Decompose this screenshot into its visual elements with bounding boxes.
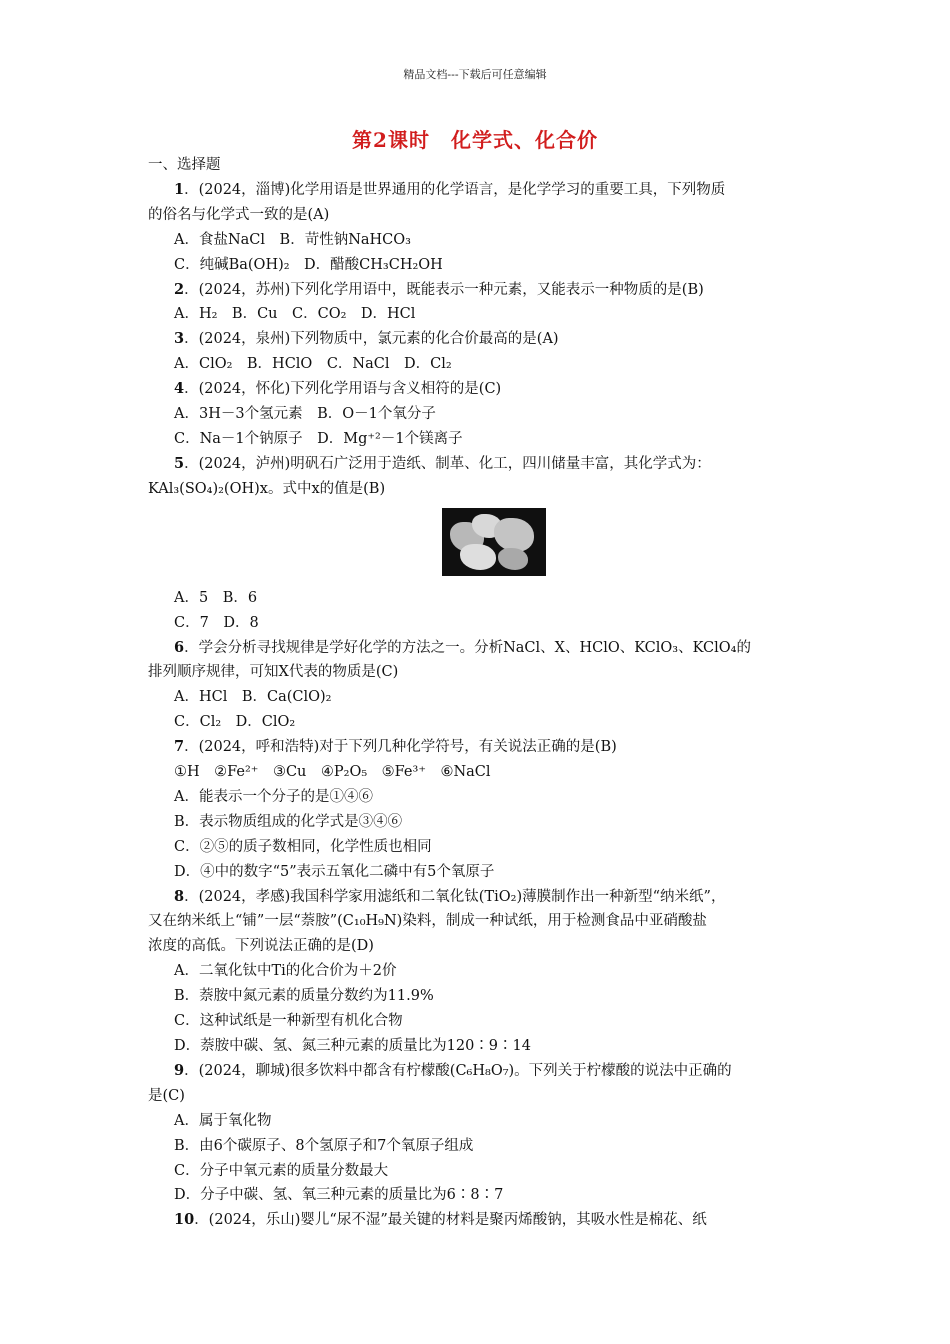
question-number: 1 bbox=[174, 180, 185, 198]
question-stem: ．(2024，泉州)下列物质中，氯元素的化合价最高的是(A) bbox=[184, 331, 559, 348]
option-a: A．二氧化钛中Ti的化合价为＋2价 bbox=[174, 963, 397, 980]
question-stem: ．(2024，淄博)化学用语是世界通用的化学语言，是化学学习的重要工具，下列物质 bbox=[184, 181, 726, 198]
question-3 bbox=[148, 327, 810, 377]
option-line: C．Na－1个钠原子 D．Mg⁺²－1个镁离子 bbox=[174, 430, 463, 447]
option-d: D．分子中碳、氢、氧三种元素的质量比为6∶8∶7 bbox=[174, 1187, 504, 1204]
option-d: D．萘胺中碳、氢、氮三种元素的质量比为120∶9∶14 bbox=[174, 1038, 531, 1054]
option-c: C．②⑤的质子数相同，化学性质也相同 bbox=[174, 838, 432, 855]
option-d: D．④中的数字“5”表示五氧化二磷中有5个氧原子 bbox=[174, 863, 495, 880]
question-stem-cont: 是(C) bbox=[148, 1087, 185, 1104]
question-stem-cont: 浓度的高低。下列说法正确的是(D) bbox=[148, 938, 374, 955]
question-stem-cont: 的俗名与化学式一致的是(A) bbox=[148, 206, 330, 223]
question-5 bbox=[148, 452, 810, 636]
question-stem: ．学会分析寻找规律是学好化学的方法之一。分析NaCl、X、HClO、KClO₃、KClO₄的 bbox=[184, 639, 751, 656]
page-header: 精品文档---下载后可任意编辑 bbox=[403, 68, 547, 81]
question-number: 4 bbox=[174, 380, 185, 398]
question-number: 6 bbox=[174, 638, 185, 656]
question-number: 8 bbox=[174, 887, 185, 905]
question-6 bbox=[148, 636, 810, 736]
option-b: B．由6个碳原子、8个氢原子和7个氧原子组成 bbox=[174, 1137, 474, 1154]
question-9 bbox=[148, 1059, 810, 1208]
question-number: 9 bbox=[174, 1061, 185, 1079]
question-stem: ．(2024，乐山)婴儿“尿不湿”最关键的材料是聚丙烯酸钠，其吸水性是棉花、纸 bbox=[194, 1212, 707, 1229]
option-c: C．分子中氧元素的质量分数最大 bbox=[174, 1162, 389, 1179]
question-stem: ．(2024，呼和浩特)对于下列几种化学符号，有关说法正确的是(B) bbox=[184, 739, 617, 756]
symbol-list: ①H ②Fe²⁺ ③Cu ④P₂O₅ ⑤Fe³⁺ ⑥NaCl bbox=[174, 764, 491, 781]
option-line: A．食盐NaCl B．苛性钠NaHCO₃ bbox=[174, 231, 411, 248]
question-stem: ．(2024，怀化)下列化学用语与含义相符的是(C) bbox=[184, 381, 502, 398]
alunite-photo bbox=[442, 508, 546, 576]
option-line: C．纯碱Ba(OH)₂ D．醋酸CH₃CH₂OH bbox=[174, 256, 443, 273]
question-8 bbox=[148, 885, 810, 1059]
lesson-title: 第2课时 化学式、化合价 bbox=[352, 128, 598, 152]
question-number: 7 bbox=[174, 738, 185, 756]
question-4 bbox=[148, 377, 810, 452]
option-line: A．5 B．6 bbox=[174, 589, 258, 606]
option-line: A．HCl B．Ca(ClO)₂ bbox=[174, 689, 332, 706]
question-stem: ．(2024，聊城)很多饮料中都含有柠檬酸(C₆H₈O₇)。下列关于柠檬酸的说法中正确的 bbox=[184, 1062, 732, 1079]
question-stem: ．(2024，苏州)下列化学用语中，既能表示一种元素，又能表示一种物质的是(B) bbox=[184, 281, 704, 298]
option-b: B．表示物质组成的化学式是③④⑥ bbox=[174, 813, 403, 830]
question-number: 10 bbox=[174, 1211, 195, 1229]
option-line: A．3H－3个氢元素 B．O－1个氧分子 bbox=[174, 406, 436, 423]
option-line: A．H₂ B．Cu C．CO₂ D．HCl bbox=[174, 306, 416, 323]
question-stem-cont: 排列顺序规律，可知X代表的物质是(C) bbox=[148, 664, 399, 681]
question-number: 3 bbox=[174, 330, 185, 348]
question-number: 5 bbox=[174, 454, 185, 472]
question-stem-cont: 又在纳米纸上“铺”一层“萘胺”(C₁₀H₉N)染料，制成一种试纸，用于检测食品中亚硝酸盐 bbox=[148, 913, 707, 930]
question-10 bbox=[148, 1208, 810, 1233]
question-number: 2 bbox=[174, 280, 185, 298]
option-line: C．7 D．8 bbox=[174, 614, 259, 631]
option-b: B．萘胺中氮元素的质量分数约为11.9% bbox=[174, 988, 434, 1005]
question-list bbox=[148, 153, 810, 1233]
option-c: C．这种试纸是一种新型有机化合物 bbox=[174, 1013, 403, 1030]
question-1 bbox=[148, 178, 810, 278]
question-2 bbox=[148, 278, 810, 328]
option-a: A．能表示一个分子的是①④⑥ bbox=[174, 788, 373, 805]
option-a: A．属于氧化物 bbox=[174, 1112, 272, 1129]
option-line: A．ClO₂ B．HClO C．NaCl D．Cl₂ bbox=[174, 356, 452, 373]
section-heading: 一、选择题 bbox=[148, 157, 221, 173]
option-line: C．Cl₂ D．ClO₂ bbox=[174, 714, 296, 731]
question-stem: ．(2024，泸州)明矾石广泛用于造纸、制革、化工，四川储量丰富，其化学式为： bbox=[184, 455, 711, 472]
question-7 bbox=[148, 735, 810, 884]
question-stem: ．(2024，孝感)我国科学家用滤纸和二氧化钛(TiO₂)薄膜制作出一种新型“纳米纸”， bbox=[184, 888, 726, 905]
question-stem-cont: KAl₃(SO₄)₂(OH)x。式中x的值是(B) bbox=[148, 480, 386, 497]
